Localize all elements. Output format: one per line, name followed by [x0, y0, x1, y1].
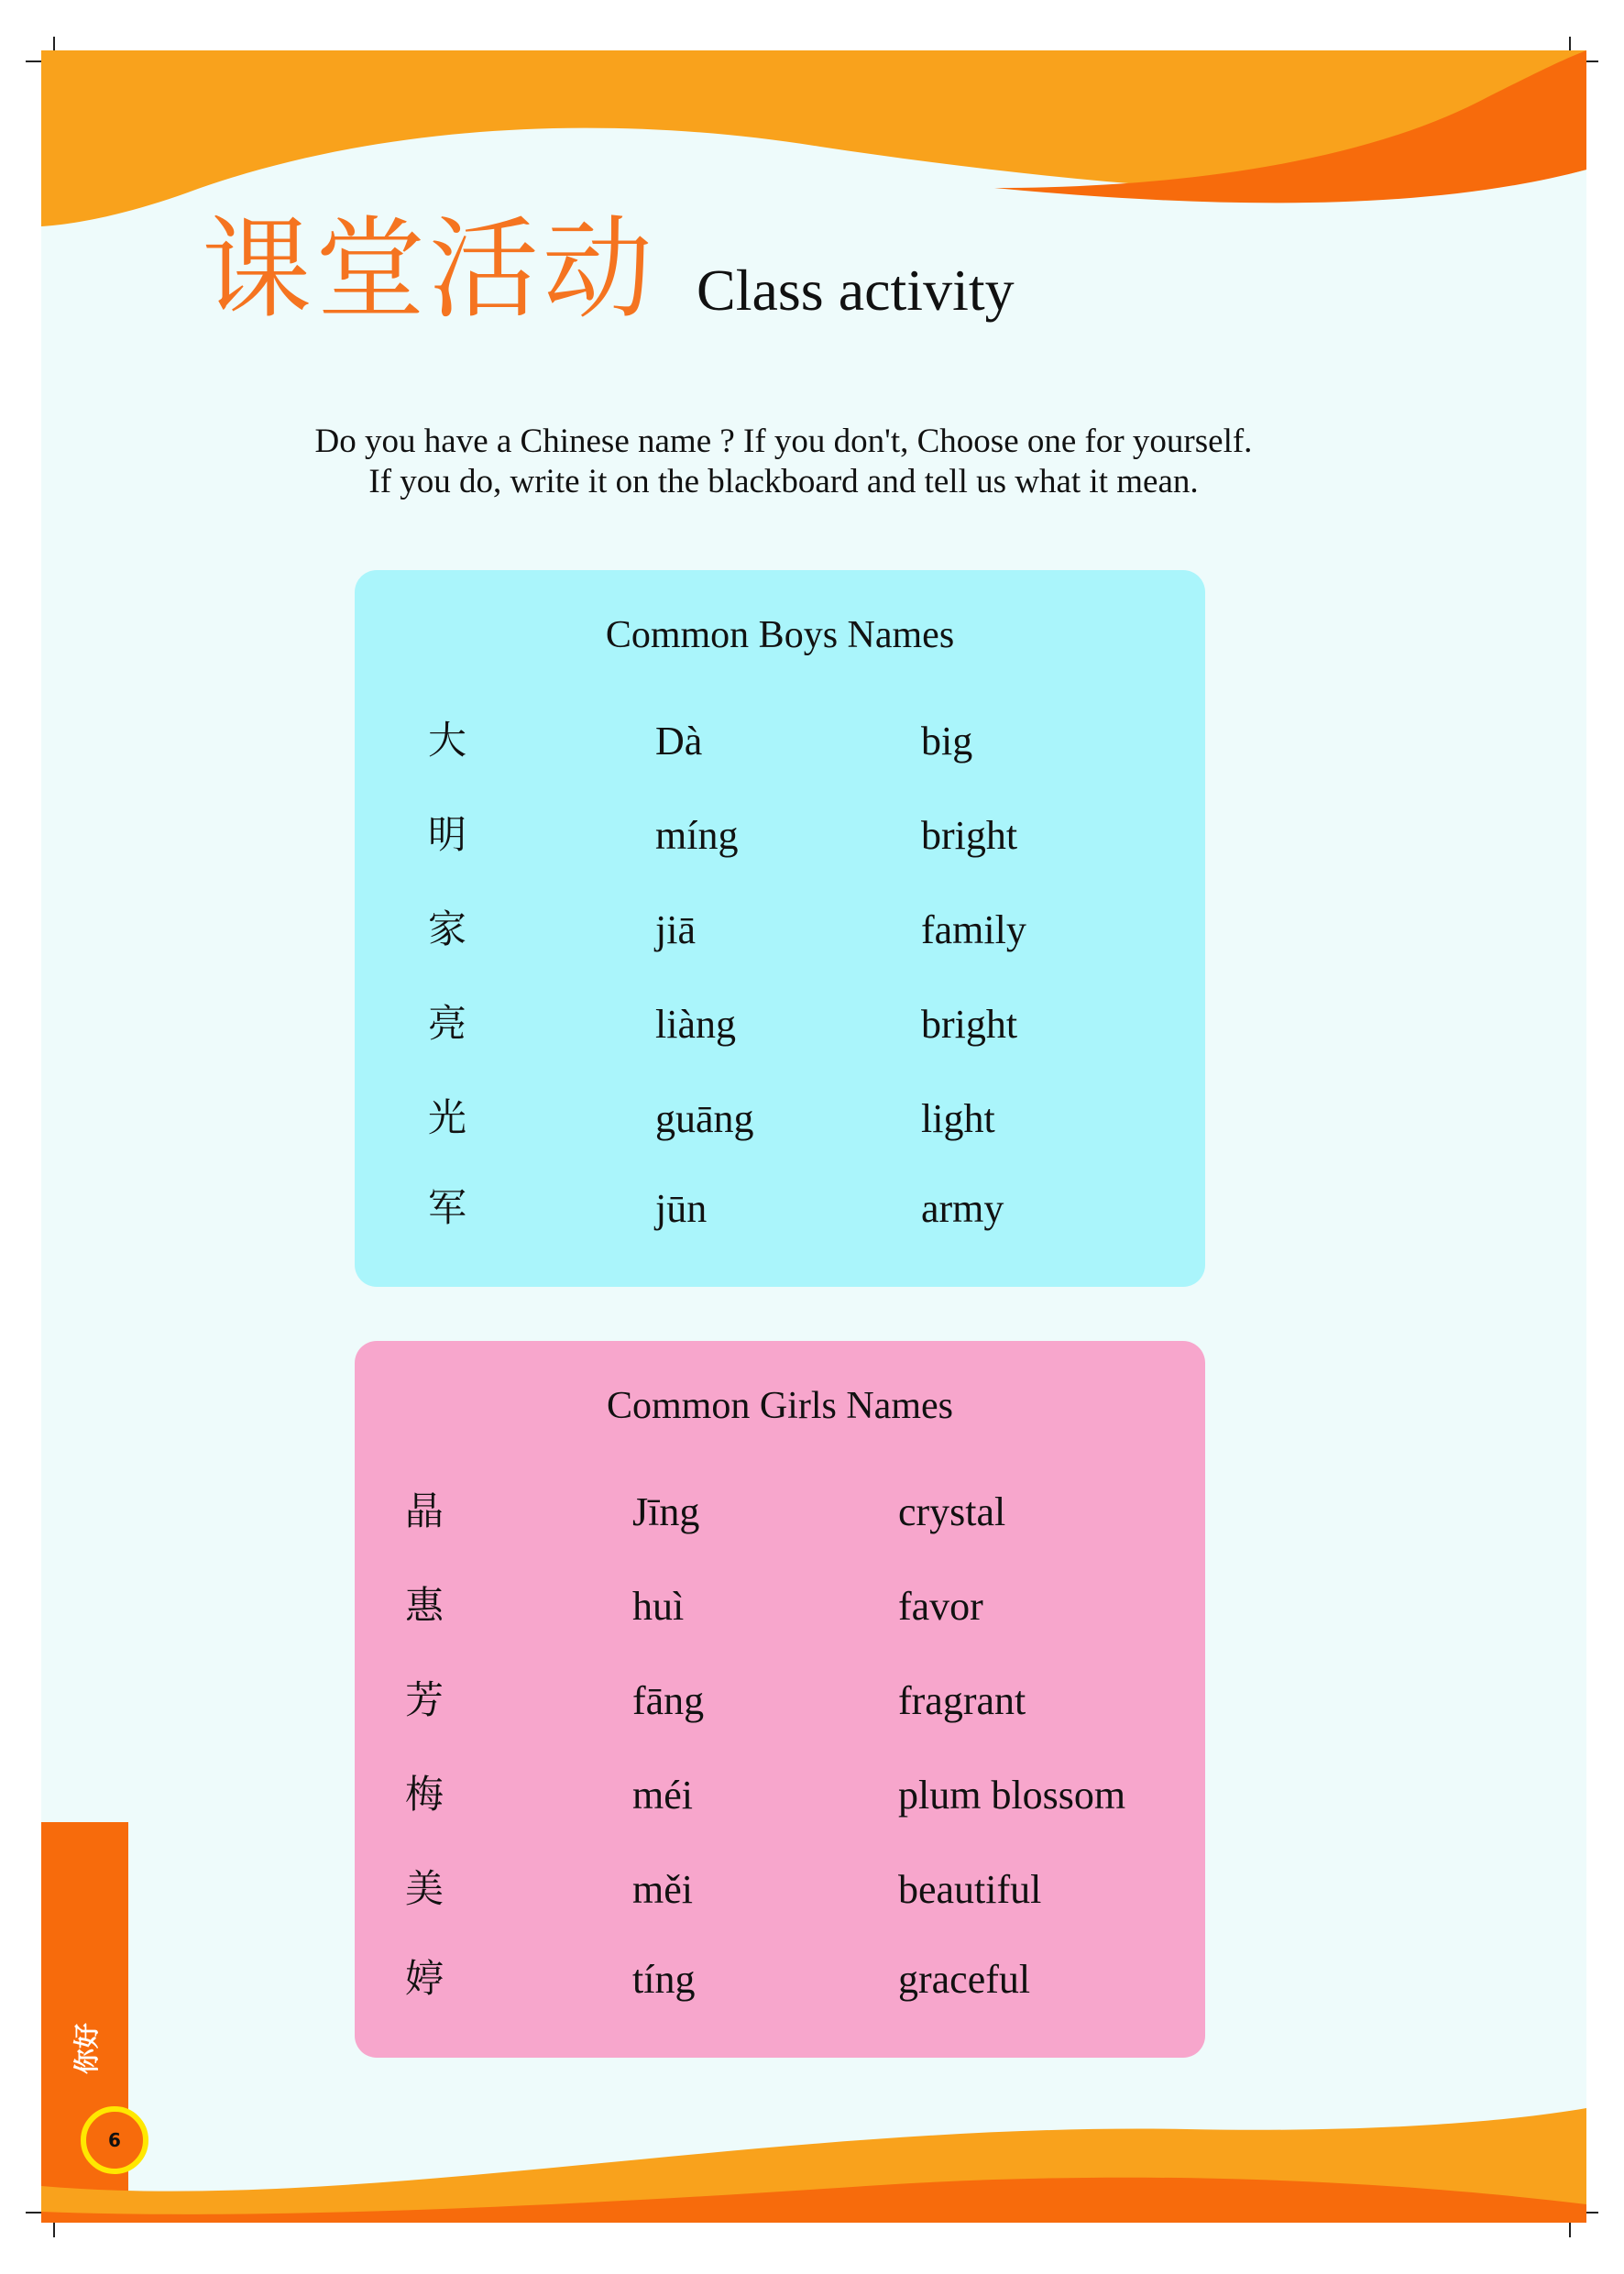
name-meaning: plum blossom [898, 1773, 1126, 1818]
side-label: 你好 [71, 2022, 102, 2075]
page-number: 6 [81, 2106, 148, 2174]
name-row [355, 1866, 1205, 1925]
name-pinyin: Jīng [632, 1489, 700, 1534]
girls-card-title: Common Girls Names [607, 1385, 953, 1427]
instruction-line: Do you have a Chinese name ? If you don't, Choose one for yourself. [314, 423, 1253, 460]
name-row [355, 1185, 1205, 1244]
name-character: 光 [428, 1095, 467, 1140]
name-pinyin: jiā [655, 907, 696, 952]
bottom-wave-decoration [41, 2104, 1586, 2223]
boys-card-title: Common Boys Names [605, 614, 955, 656]
name-character: 梅 [405, 1772, 444, 1817]
name-row [355, 1772, 1205, 1830]
name-row [355, 1583, 1205, 1642]
name-meaning: fragrant [898, 1678, 1026, 1723]
name-row [355, 1956, 1205, 2015]
name-pinyin: liàng [655, 1002, 736, 1047]
name-row [355, 812, 1205, 871]
name-meaning: graceful [898, 1957, 1031, 2002]
name-meaning: bright [921, 813, 1018, 858]
girls-names-card [355, 1341, 1205, 2058]
name-character: 亮 [428, 1001, 467, 1046]
name-meaning: light [921, 1096, 995, 1141]
name-row [355, 1095, 1205, 1154]
name-character: 家 [428, 906, 467, 951]
name-pinyin: huì [632, 1584, 685, 1629]
title-english: Class activity [697, 258, 1015, 323]
name-character: 婷 [405, 1956, 444, 2001]
name-meaning: beautiful [898, 1867, 1042, 1912]
name-row [355, 1001, 1205, 1060]
name-meaning: army [921, 1186, 1004, 1231]
name-meaning: favor [898, 1584, 983, 1629]
name-character: 大 [428, 718, 467, 763]
name-meaning: family [921, 907, 1026, 952]
name-pinyin: jūn [655, 1186, 708, 1231]
name-row [355, 1489, 1205, 1547]
name-meaning: crystal [898, 1489, 1006, 1534]
name-meaning: bright [921, 1002, 1018, 1047]
name-pinyin: měi [632, 1867, 693, 1912]
name-pinyin: Dà [655, 719, 703, 763]
name-pinyin: míng [655, 813, 739, 858]
name-row [355, 718, 1205, 776]
name-meaning: big [921, 719, 973, 763]
name-pinyin: guāng [655, 1096, 754, 1141]
name-character: 惠 [405, 1583, 444, 1628]
name-row [355, 1677, 1205, 1736]
name-pinyin: fāng [632, 1678, 705, 1723]
name-character: 军 [428, 1185, 467, 1230]
name-character: 晶 [405, 1489, 444, 1533]
textbook-page [41, 50, 1586, 2223]
instructions [41, 422, 1526, 502]
instruction-line: If you do, write it on the blackboard and tell us what it mean. [368, 463, 1199, 500]
name-row [355, 906, 1205, 965]
boys-names-card [355, 570, 1205, 1287]
name-pinyin: tíng [632, 1957, 696, 2002]
name-pinyin: méi [632, 1773, 693, 1818]
name-character: 美 [405, 1866, 444, 1911]
name-character: 芳 [405, 1677, 444, 1722]
title-chinese: 课堂活动 [202, 206, 656, 334]
name-character: 明 [428, 812, 467, 857]
